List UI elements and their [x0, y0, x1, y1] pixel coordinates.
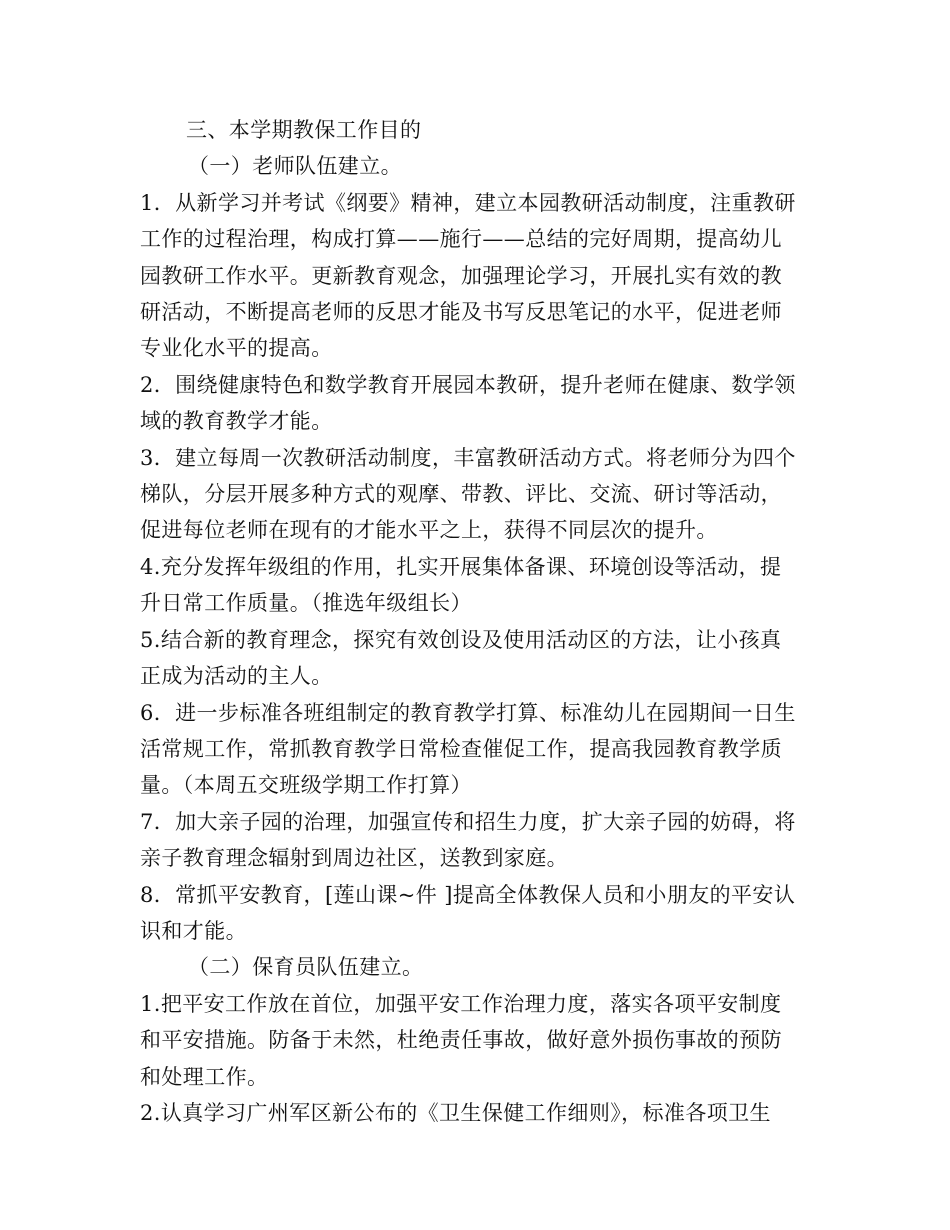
paragraph-line: 2.认真学习广州军区新公布的《卫生保健工作细则》，标准各项卫生 [140, 1100, 771, 1125]
section-heading: 三、本学期教保工作目的 [186, 118, 422, 142]
paragraph-line: 5.结合新的教育理念，探究有效创设及使用活动区的方法，让小孩真 [140, 627, 782, 652]
paragraph-line: 7．加大亲子园的治理，加强宣传和招生力度，扩大亲子园的妨碍，将 [140, 809, 796, 834]
paragraph-line: 1.把平安工作放在首位，加强平安工作治理力度，落实各项平安制度 [140, 991, 782, 1016]
paragraph-line: 专业化水平的提高。 [140, 336, 333, 361]
paragraph-line: 和平安措施。防备于未然，杜绝责任事故，做好意外损伤事故的预防 [140, 1028, 782, 1053]
subsection-heading-teachers: （一）老师队伍建立。 [188, 154, 402, 179]
paragraph-line: 6．进一步标准各班组制定的教育教学打算、标准幼儿在园期间一日生 [140, 700, 796, 725]
paragraph-line: 3．建立每周一次教研活动制度，丰富教研活动方式。将老师分为四个 [140, 445, 796, 470]
paragraph-line: 8．常抓平安教育，[莲山课~件 ]提高全体教保人员和小朋友的平安认 [140, 882, 796, 907]
paragraph-line: 促进每位老师在现有的才能水平之上，获得不同层次的提升。 [140, 518, 718, 543]
paragraph-line: 活常规工作，常抓教育教学日常检查催促工作，提高我园教育教学质 [140, 736, 782, 761]
paragraph-line: 和处理工作。 [140, 1064, 269, 1089]
paragraph-line: 2．围绕健康特色和数学教育开展园本教研，提升老师在健康、数学领 [140, 372, 796, 397]
paragraph-line: 研活动，不断提高老师的反思才能及书写反思笔记的水平，促进老师 [140, 300, 782, 325]
paragraph-line: 工作的过程治理，构成打算——施行——总结的完好周期，提高幼儿 [140, 227, 782, 252]
paragraph-line: 1．从新学习并考试《纲要》精神，建立本园教研活动制度，注重教研 [140, 190, 796, 215]
paragraph-line: 升日常工作质量。（推选年级组长） [140, 591, 472, 616]
paragraph-line: 园教研工作水平。更新教育观念，加强理论学习，开展扎实有效的教 [140, 263, 782, 288]
paragraph-line: 量。（本周五交班级学期工作打算） [140, 773, 472, 798]
paragraph-line: 亲子教育理念辐射到周边社区，送教到家庭。 [140, 846, 568, 871]
paragraph-line: 识和才能。 [140, 918, 247, 943]
paragraph-line: 梯队，分层开展多种方式的观摩、带教、评比、交流、研讨等活动， [140, 482, 782, 507]
subsection-heading-caregivers: （二）保育员队伍建立。 [188, 955, 424, 980]
paragraph-line: 域的教育教学才能。 [140, 409, 333, 434]
paragraph-line: 正成为活动的主人。 [140, 664, 333, 689]
paragraph-line: 4.充分发挥年级组的作用，扎实开展集体备课、环境创设等活动，提 [140, 554, 782, 579]
